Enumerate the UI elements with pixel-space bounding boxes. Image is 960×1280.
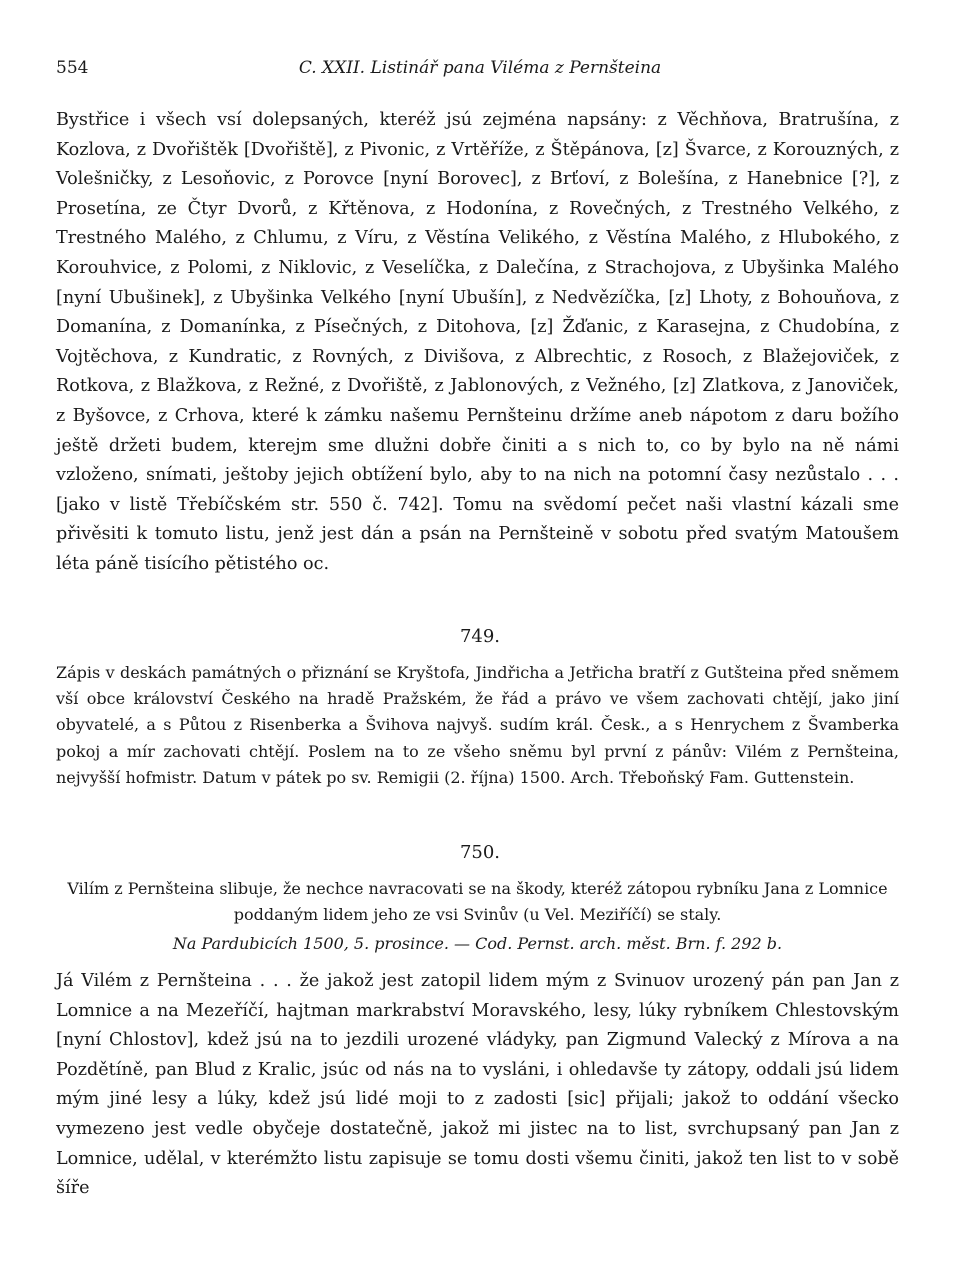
running-head bbox=[56, 58, 904, 86]
charter-text-750: Já Vilém z Pernšteina . . . že jakož jest zatopil lidem mým z Svinuov urozený pán pan Jan z Lomnice a na Mezeříčí, hajtman markrabství Moravského, lesy, lúky rybníkem Chlestovským [nyní Chlostov], kdež jsú na to jezdili urozené vládyky, pan Zigmund Valecký z Mírova a na Pozdětíně, pan Blud z Kralic, jsúc od nás na to vysláni, i ohledavše ty zátopy, oddali jsú lidem mým jiné lesy a lúky, kdež jsú lidé moji to z zadosti [sic] přijali; jakož to oddání všecko vymezeno jest vedle obyčeje dostatečně, jakož mi jistec na to list, svrchupsaný pan Jan z Lomnice, udělal, v kterémžto listu zapisuje se tomu dosti všemu činiti, jakož ten list to v sobě šíře bbox=[56, 971, 899, 1199]
document-number-750: 750. bbox=[459, 842, 501, 863]
regest-750: Vilím z Pernšteina slibuje, že nechce navracovati se na škody, kteréž zátopou rybníku Jana z Lomnice poddaným lidem jeho ze vsi Svinův (u Vel. Meziříčí) se staly. bbox=[67, 879, 888, 925]
continued-charter-text: Bystřice i všech vsí dolepsaných, kteréž jsú zejména napsány: z Věchňova, Bratrušína, z Kozlova, z Dvořištěk [Dvořiště], z Pivonic, z Vrtěříže, z Štěpánova, [z] Švarce, z Korouzných, z Volešničky, z Lesoňovic, z Porovce [nyní Borovec], z Brťoví, z Bolešína, z Hanebnice [?], z Prosetína, ze Čtyr Dvorů, z Křtěnova, z Hodonína, z Rovečných, z Trestného Velkého, z Trestného Malého, z Chlumu, z Víru, z Věstína Velikého, z Věstína Malého, z Hlubokého, z Korouhvice, z Polomi, z Niklovic, z Veselíčka, z Dalečína, z Strachojova, z Ubyšinka Malého [nyní Ubušinek], z Ubyšinka Velkého [nyní Ubušín], z Nedvězíčka, [z] Lhoty, z Bohouňova, z Domanína, z Domanínka, z Písečných, z Ditohova, [z] Žďanic, z Karasejna, z Chudobína, z Vojtěchova, z Kundratic, z Rovných, z Divišova, z Albrechtic, z Rosoch, z Blažejoviček, z Rotkova, z Blažkova, z Režné, z Dvořiště, z Jablonových, z Vežného, [z] Zlatkova, z Janoviček, z Byšovce, z Crhova, které k zámku našemu Pernšteinu držíme aneb nápotom z daru božího ještě držeti budem, kterejm sme dlužni dobře činiti a s nich to, co by bylo na ně námi vzloženo, snímati, ještoby jejich obtížení bylo, aby to na nich na potomní časy nezůstalo . . . [jako v listě Třebíčském str. 550 č. 742]. Tomu na svědomí pečet naši vlastní kázali sme přivěsiti k tomuto listu, jenž jest dán a psán na Pernšteině v sobotu před svatým Matoušem léta páně tisícího pětistého oc. bbox=[56, 110, 899, 574]
running-title: C. XXII. Listinář pana Viléma z Pernšteina bbox=[298, 58, 662, 78]
page-number: 554 bbox=[56, 58, 89, 78]
document-number-749: 749. bbox=[459, 626, 501, 647]
regest-749: Zápis v deskách památných o přiznání se Kryštofa, Jindřicha a Jetřicha bratří z Gutšteina před sněmem vší obce království Českého na hradě Pražském, že řád a právo ve všem zachovati chtějí, jako jiní obyvatelé, a s Půtou z Risenberka a Švihova najvyš. sudím král. Česk., a s Henrychem z Švamberka pokoj a mír zachovati chtějí. Poslem na to ze všeho sněmu byl první z pánův: Vilém z Pernšteina, nejvyšší hofmistr. Datum v pátek po sv. Remigii (2. října) 1500. Arch. Třeboňský Fam. Guttenstein. bbox=[56, 663, 899, 787]
source-citation-750: Na Pardubicích 1500, 5. prosince. — Cod. Pernst. arch. měst. Brn. f. 292 b. bbox=[172, 934, 783, 953]
